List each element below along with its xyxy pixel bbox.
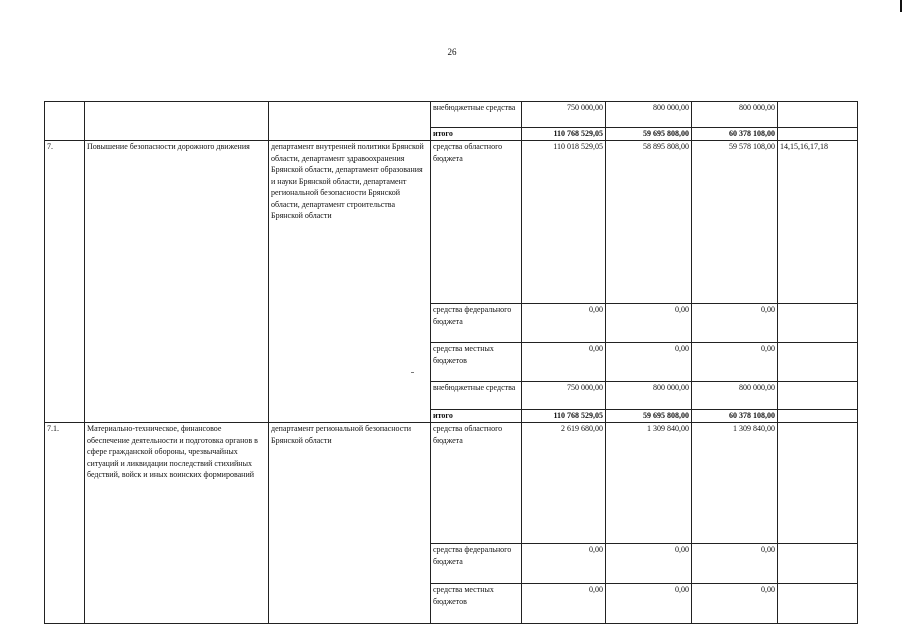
- responsible-dept: департамент внутренней политики Брянской области, департамент здравоохранения Брянской области, департамент образования и науки Брянской области, департамент региональной безопасности Брянской области, департамент строительства Брянской области: [269, 141, 431, 423]
- amount-year-1: 750 000,00: [522, 382, 606, 410]
- funding-source: итого: [431, 410, 522, 423]
- amount-year-3: 1 309 840,00: [692, 423, 778, 544]
- funding-source: внебюджетные средства: [431, 102, 522, 128]
- indicator-refs: [778, 544, 858, 584]
- amount-year-1: 0,00: [522, 584, 606, 624]
- funding-source: средства местных бюджетов: [431, 584, 522, 624]
- amount-year-1: 0,00: [522, 343, 606, 382]
- indicator-refs: [778, 304, 858, 343]
- amount-year-3: 800 000,00: [692, 102, 778, 128]
- amount-year-3: 60 378 108,00: [692, 128, 778, 141]
- amount-year-1: 110 018 529,05: [522, 141, 606, 304]
- indicator-refs: [778, 128, 858, 141]
- amount-year-2: 58 895 808,00: [606, 141, 692, 304]
- amount-year-3: 60 378 108,00: [692, 410, 778, 423]
- amount-year-2: 800 000,00: [606, 102, 692, 128]
- amount-year-2: 0,00: [606, 544, 692, 584]
- amount-year-1: 2 619 680,00: [522, 423, 606, 544]
- measure-name: Материально-техническое, финансовое обеспечение деятельности и подготовка органов в сфере гражданской обороны, чрезвычайных ситуаций и ликвидации последствий стихийных бедствий, войск и иных воинских формирований: [85, 423, 269, 624]
- funding-source: средства федерального бюджета: [431, 544, 522, 584]
- budget-table: [44, 101, 858, 624]
- indicator-refs: [778, 410, 858, 423]
- indicator-refs: [778, 382, 858, 410]
- amount-year-1: 0,00: [522, 544, 606, 584]
- amount-year-3: 0,00: [692, 544, 778, 584]
- measure-name: Повышение безопасности дорожного движения: [85, 141, 269, 423]
- row-number: 7.1.: [45, 423, 85, 624]
- scan-edge-mark: [900, 0, 902, 12]
- amount-year-2: 0,00: [606, 304, 692, 343]
- funding-source: средства областного бюджета: [431, 141, 522, 304]
- amount-year-3: 0,00: [692, 343, 778, 382]
- funding-source: средства местных бюджетов: [431, 343, 522, 382]
- funding-source: внебюджетные средства: [431, 382, 522, 410]
- measure-name: [85, 102, 269, 141]
- row-number: [45, 102, 85, 141]
- table-row: [45, 141, 858, 304]
- indicator-refs: [778, 343, 858, 382]
- amount-year-2: 1 309 840,00: [606, 423, 692, 544]
- funding-source: итого: [431, 128, 522, 141]
- page-number: 26: [447, 47, 457, 57]
- amount-year-3: 0,00: [692, 304, 778, 343]
- amount-year-1: 110 768 529,05: [522, 410, 606, 423]
- funding-source: средства федерального бюджета: [431, 304, 522, 343]
- amount-year-2: 0,00: [606, 343, 692, 382]
- indicator-refs: [778, 584, 858, 624]
- table-row: [45, 423, 858, 544]
- amount-year-3: 59 578 108,00: [692, 141, 778, 304]
- amount-year-1: 110 768 529,05: [522, 128, 606, 141]
- indicator-refs: [778, 423, 858, 544]
- responsible-dept: департамент региональной безопасности Брянской области: [269, 423, 431, 624]
- amount-year-2: 59 695 808,00: [606, 410, 692, 423]
- amount-year-1: 0,00: [522, 304, 606, 343]
- indicator-refs: 14,15,16,17,18: [778, 141, 858, 304]
- amount-year-2: 800 000,00: [606, 382, 692, 410]
- amount-year-2: 59 695 808,00: [606, 128, 692, 141]
- indicator-refs: [778, 102, 858, 128]
- funding-source: средства областного бюджета: [431, 423, 522, 544]
- amount-year-1: 750 000,00: [522, 102, 606, 128]
- responsible-dept: [269, 102, 431, 141]
- row-number: 7.: [45, 141, 85, 423]
- amount-year-3: 800 000,00: [692, 382, 778, 410]
- amount-year-2: 0,00: [606, 584, 692, 624]
- amount-year-3: 0,00: [692, 584, 778, 624]
- table-row: [45, 102, 858, 128]
